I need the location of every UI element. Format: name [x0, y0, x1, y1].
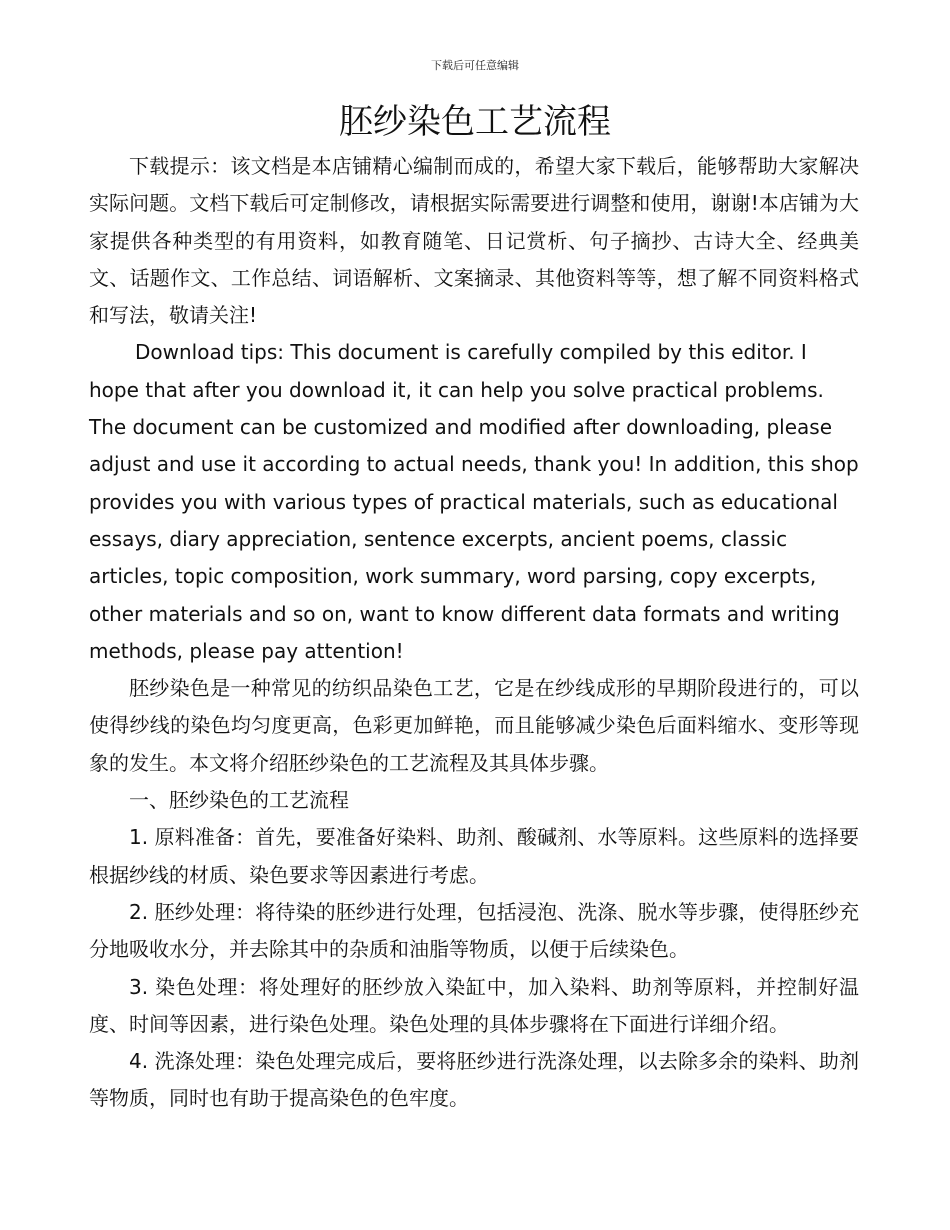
- document-title: 胚纱染色工艺流程: [339, 102, 611, 142]
- document-body: [89, 148, 859, 1118]
- download-tip-english: Download tips: This document is carefully compiled by this editor. I hope that after you download it, it can help you solve practical problems. The document can be customized and modified after downloading, please adjust and use it according to actual needs, thank you! In addition, this shop provides you with various types of practical materials, such as educational essays, diary appreciation, sentence excerpts, ancient poems, classic articles, topic composition, work summary, word parsing, copy excerpts, other materials and so on, want to know different data formats and writing methods, please pay attention!: [89, 340, 859, 663]
- step-raw-material-preparation: 1. 原料准备：首先，要准备好染料、助剂、酸碱剂、水等原料。这些原料的选择要根据纱线的材质、染色要求等因素进行考虑。: [89, 825, 859, 887]
- step-dyeing-treatment: 3. 染色处理：将处理好的胚纱放入染缸中，加入染料、助剂等原料，并控制好温度、时间等因素，进行染色处理。染色处理的具体步骤将在下面进行详细介绍。: [89, 974, 859, 1036]
- download-tip-chinese: 下载提示：该文档是本店铺精心编制而成的，希望大家下载后，能够帮助大家解决实际问题。文档下载后可定制修改，请根据实际需要进行调整和使用，谢谢!本店铺为大家提供各种类型的有用资料，如教育随笔、日记赏析、句子摘抄、古诗大全、经典美文、话题作文、工作总结、词语解析、文案摘录、其他资料等等，想了解不同资料格式和写法，敬请关注!: [89, 154, 859, 328]
- step-yarn-treatment: 2. 胚纱处理：将待染的胚纱进行处理，包括浸泡、洗涤、脱水等步骤，使得胚纱充分地吸收水分，并去除其中的杂质和油脂等物质，以便于后续染色。: [89, 899, 859, 962]
- step-washing-treatment: 4. 洗涤处理：染色处理完成后，要将胚纱进行洗涤处理，以去除多余的染料、助剂等物质，同时也有助于提高染色的色牢度。: [89, 1049, 859, 1111]
- page-header: 下载后可任意编辑: [431, 59, 519, 72]
- intro-paragraph: 胚纱染色是一种常见的纺织品染色工艺，它是在纱线成形的早期阶段进行的，可以使得纱线的染色均匀度更高，色彩更加鲜艳，而且能够减少染色后面料缩水、变形等现象的发生。本文将介绍胚纱染色的工艺流程及其具体步骤。: [89, 676, 859, 775]
- section-heading-process: 一、胚纱染色的工艺流程: [129, 788, 349, 813]
